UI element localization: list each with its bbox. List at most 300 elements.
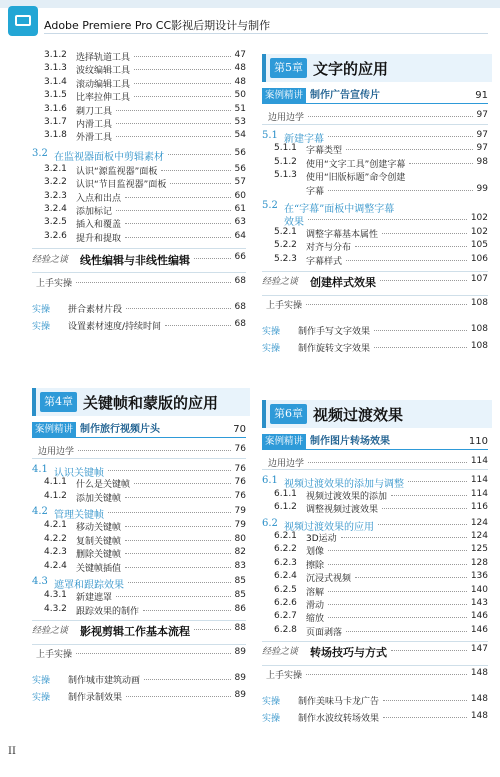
entry-number: 3.1.3 bbox=[44, 63, 67, 74]
entry-page: 48 bbox=[234, 63, 246, 74]
entry-page: 76 bbox=[234, 444, 246, 454]
entry-title: 上手实操 bbox=[36, 650, 73, 661]
entry-title: 擦除 bbox=[306, 560, 325, 571]
entry-title: 制作手写文字效果 bbox=[298, 326, 371, 337]
case-study-page: 70 bbox=[233, 424, 246, 435]
entry-page: 102 bbox=[470, 213, 488, 224]
dot-leader bbox=[328, 136, 473, 137]
toc-practice-item[interactable] bbox=[262, 694, 488, 708]
entry-page: 97 bbox=[476, 129, 488, 140]
practice-label: 实操 bbox=[262, 697, 281, 708]
toc-entry[interactable] bbox=[262, 489, 488, 503]
experience-label: 经验之谈 bbox=[262, 276, 299, 287]
dot-leader bbox=[308, 116, 473, 117]
entry-page: 83 bbox=[234, 560, 246, 571]
entry-page: 148 bbox=[470, 694, 488, 705]
toc-entry[interactable] bbox=[32, 130, 246, 144]
toc-entry[interactable] bbox=[262, 668, 488, 682]
entry-title: 影视剪辑工作基本流程 bbox=[80, 625, 190, 639]
entry-page: 89 bbox=[234, 647, 246, 658]
toc-practice-item[interactable] bbox=[32, 673, 246, 687]
entry-number: 3.2.6 bbox=[44, 230, 67, 241]
entry-title: 转场技巧与方式 bbox=[310, 646, 387, 660]
entry-page: 61 bbox=[234, 204, 246, 214]
chapter-header bbox=[262, 54, 492, 82]
dot-leader bbox=[328, 617, 467, 618]
case-study-title: 制作旅行视频片头 bbox=[80, 424, 161, 435]
toc-section[interactable] bbox=[262, 200, 488, 214]
entry-title: 比率拉伸工具 bbox=[76, 93, 131, 104]
entry-page: 108 bbox=[470, 323, 488, 334]
entry-page: 143 bbox=[470, 598, 488, 608]
toc-entry[interactable] bbox=[262, 110, 488, 124]
case-study-row[interactable] bbox=[32, 422, 246, 438]
dot-leader bbox=[308, 462, 467, 463]
dot-leader bbox=[328, 190, 473, 191]
toc-entry[interactable] bbox=[32, 590, 246, 604]
entry-page: 106 bbox=[470, 254, 488, 264]
experience-label: 经验之谈 bbox=[262, 647, 299, 658]
toc-entry[interactable] bbox=[32, 547, 246, 561]
chapter-number-tag: 第5章 bbox=[270, 58, 307, 78]
entry-page: 66 bbox=[234, 252, 246, 263]
entry-page: 50 bbox=[234, 90, 246, 101]
toc-entry[interactable] bbox=[262, 544, 488, 558]
entry-page: 88 bbox=[234, 623, 246, 634]
toc-entry[interactable] bbox=[262, 585, 488, 599]
dot-leader bbox=[134, 83, 231, 84]
case-study-underline bbox=[262, 449, 488, 450]
entry-page: 86 bbox=[234, 603, 246, 614]
dot-leader bbox=[108, 470, 231, 471]
entry-number: 3.1.6 bbox=[44, 103, 67, 114]
entry-title: 入点和出点 bbox=[76, 193, 122, 204]
dot-leader bbox=[170, 183, 230, 184]
toc-column-left bbox=[32, 36, 246, 741]
entry-number: 5.2 bbox=[262, 199, 278, 211]
entry-title: 上手实操 bbox=[36, 279, 73, 290]
entry-page: 148 bbox=[470, 711, 488, 722]
dot-leader bbox=[308, 219, 467, 220]
toc-entry[interactable] bbox=[32, 77, 246, 91]
entry-number: 6.2.4 bbox=[274, 571, 297, 582]
dot-leader bbox=[116, 210, 231, 211]
entry-page: 82 bbox=[234, 547, 246, 558]
entry-number: 6.2.2 bbox=[274, 544, 297, 555]
entry-number: 6.2.3 bbox=[274, 557, 297, 568]
entry-title: 上手实操 bbox=[266, 671, 303, 682]
entry-number: 4.2 bbox=[32, 506, 48, 518]
toc-practice-item[interactable] bbox=[32, 690, 246, 704]
entry-number: 3.2.4 bbox=[44, 204, 67, 214]
entry-title: 沉浸式视频 bbox=[306, 574, 352, 585]
dot-leader bbox=[125, 497, 231, 498]
entry-number: 6.2.8 bbox=[274, 624, 297, 635]
entry-title: 认识关键帧 bbox=[54, 467, 104, 479]
dot-leader bbox=[382, 508, 467, 509]
dot-leader bbox=[116, 123, 231, 124]
divider bbox=[262, 124, 488, 125]
dot-leader bbox=[328, 564, 467, 565]
dot-leader bbox=[355, 246, 467, 247]
entry-page: 85 bbox=[234, 590, 246, 600]
toc-entry[interactable] bbox=[32, 444, 246, 458]
entry-number: 3.1.4 bbox=[44, 76, 67, 87]
toc-section[interactable] bbox=[262, 518, 488, 532]
entry-number: 6.2 bbox=[262, 517, 278, 529]
toc-entry[interactable] bbox=[32, 50, 246, 64]
entry-title: 设置素材速度/持续时间 bbox=[68, 322, 162, 333]
entry-title: 滑动 bbox=[306, 601, 325, 611]
entry-page: 89 bbox=[234, 690, 246, 701]
entry-page: 146 bbox=[470, 624, 488, 635]
case-study-row[interactable] bbox=[262, 434, 488, 450]
entry-page: 48 bbox=[234, 76, 246, 87]
entry-number: 6.1.1 bbox=[274, 488, 297, 499]
entry-number: 3.1.7 bbox=[44, 117, 67, 127]
entry-page: 68 bbox=[234, 319, 246, 330]
practice-label: 实操 bbox=[32, 322, 51, 333]
dot-leader bbox=[346, 631, 467, 632]
entry-page: 147 bbox=[470, 644, 488, 655]
case-study-underline bbox=[262, 103, 488, 104]
entry-title: 选择轨道工具 bbox=[76, 53, 131, 63]
entry-title: 新建遮罩 bbox=[76, 593, 113, 603]
toc-entry[interactable] bbox=[262, 502, 488, 516]
entry-number: 4.1.2 bbox=[44, 490, 67, 501]
toc-experience[interactable] bbox=[32, 623, 246, 637]
chapter-number-tag: 第4章 bbox=[40, 392, 77, 412]
case-study-row[interactable] bbox=[262, 88, 488, 104]
chapter-header bbox=[262, 400, 492, 428]
case-study-title: 制作广告宣传片 bbox=[310, 90, 381, 101]
divider bbox=[32, 458, 246, 459]
dot-leader bbox=[125, 553, 231, 554]
entry-title: 对齐与分布 bbox=[306, 243, 352, 254]
dot-leader bbox=[125, 526, 231, 527]
divider bbox=[32, 620, 246, 621]
toc-entry[interactable] bbox=[32, 191, 246, 205]
entry-page: 76 bbox=[234, 490, 246, 501]
entry-title: 线性编辑与非线性编辑 bbox=[80, 254, 190, 268]
entry-title: 拼合素材片段 bbox=[68, 305, 123, 316]
entry-page: 53 bbox=[234, 117, 246, 127]
dot-leader bbox=[125, 197, 231, 198]
entry-page: 76 bbox=[234, 463, 246, 474]
entry-title: 溶解 bbox=[306, 587, 325, 598]
entry-number: 4.3.1 bbox=[44, 590, 67, 600]
dot-leader bbox=[346, 260, 467, 261]
toc-practice-item[interactable] bbox=[262, 711, 488, 725]
entry-title: 缩放 bbox=[306, 614, 325, 625]
toc-practice-item[interactable] bbox=[262, 341, 488, 355]
toc-entry[interactable] bbox=[32, 534, 246, 548]
entry-number: 5.2.3 bbox=[274, 254, 297, 264]
dot-leader bbox=[382, 233, 467, 234]
book-title: Adobe Premiere Pro CC影视后期设计与制作 bbox=[44, 19, 271, 32]
entry-number: 6.2.6 bbox=[274, 598, 297, 608]
entry-title: 在监视器面板中剪辑素材 bbox=[54, 151, 164, 163]
entry-title: 制作城市建筑动画 bbox=[68, 676, 141, 687]
entry-title: 效果 bbox=[284, 217, 304, 229]
entry-title: 内滑工具 bbox=[76, 120, 113, 130]
experience-label: 经验之谈 bbox=[32, 626, 69, 637]
entry-number: 5.1.2 bbox=[274, 156, 297, 167]
entry-number: 3.2.3 bbox=[44, 190, 67, 201]
entry-number: 4.1 bbox=[32, 463, 48, 475]
toc-entry[interactable] bbox=[262, 227, 488, 241]
dot-leader bbox=[383, 700, 467, 701]
entry-number: 6.2.5 bbox=[274, 584, 297, 595]
entry-title: 制作水波纹转场效果 bbox=[298, 714, 380, 725]
entry-title: 提升和提取 bbox=[76, 233, 122, 244]
toc-entry[interactable] bbox=[262, 143, 488, 157]
divider bbox=[32, 248, 246, 249]
toc-entry[interactable] bbox=[32, 90, 246, 104]
entry-page: 63 bbox=[234, 217, 246, 228]
toc-section[interactable] bbox=[262, 130, 488, 144]
dot-leader bbox=[194, 258, 231, 259]
dot-leader bbox=[194, 629, 231, 630]
toc-entry[interactable] bbox=[32, 177, 246, 191]
entry-number: 3.2.5 bbox=[44, 217, 67, 228]
toc-entry[interactable] bbox=[262, 611, 488, 625]
case-study-page: 110 bbox=[468, 436, 488, 447]
dot-leader bbox=[409, 163, 472, 164]
entry-page: 76 bbox=[234, 477, 246, 488]
entry-number: 5.1 bbox=[262, 129, 278, 141]
entry-title: 在“字幕”面板中调整字幕 bbox=[284, 203, 395, 215]
toc-experience[interactable] bbox=[32, 252, 246, 266]
toc-section[interactable] bbox=[32, 464, 246, 478]
entry-number: 3.1.2 bbox=[44, 50, 67, 60]
entry-number: 3.1.8 bbox=[44, 130, 67, 141]
dot-leader bbox=[76, 282, 231, 283]
toc-entry[interactable] bbox=[32, 604, 246, 618]
entry-page: 97 bbox=[476, 110, 488, 120]
toc-entry[interactable] bbox=[32, 231, 246, 245]
toc-practice-item[interactable] bbox=[32, 302, 246, 316]
toc-entry[interactable] bbox=[262, 571, 488, 585]
entry-page: 116 bbox=[470, 502, 488, 513]
entry-page: 105 bbox=[470, 240, 488, 251]
entry-title: 边用边学 bbox=[268, 459, 305, 469]
toc-entry[interactable] bbox=[262, 298, 488, 312]
entry-title: 上手实操 bbox=[266, 300, 303, 311]
toc-experience[interactable] bbox=[262, 644, 488, 658]
entry-title: 移动关键帧 bbox=[76, 523, 122, 533]
dot-leader bbox=[355, 577, 467, 578]
entry-number: 3.2.2 bbox=[44, 177, 67, 188]
case-study-tag: 案例精讲 bbox=[262, 434, 306, 449]
entry-title: 边用边学 bbox=[268, 113, 305, 123]
toc-entry[interactable] bbox=[32, 164, 246, 178]
toc-experience[interactable] bbox=[262, 274, 488, 288]
entry-page: 148 bbox=[470, 668, 488, 679]
entry-title: 认识“源监视器”面板 bbox=[76, 166, 158, 177]
entry-title: 复制关键帧 bbox=[76, 536, 122, 547]
entry-number: 5.1.1 bbox=[274, 143, 297, 154]
dot-leader bbox=[126, 696, 231, 697]
dot-leader bbox=[134, 96, 231, 97]
toc-practice-item[interactable] bbox=[262, 324, 488, 338]
dot-leader bbox=[391, 495, 467, 496]
entry-page: 102 bbox=[470, 226, 488, 237]
entry-title: 字幕样式 bbox=[306, 257, 343, 267]
dot-leader bbox=[134, 69, 231, 70]
toc-entry[interactable] bbox=[262, 240, 488, 254]
divider bbox=[262, 271, 488, 272]
case-study-tag: 案例精讲 bbox=[32, 422, 76, 437]
chapter-number-tag: 第6章 bbox=[270, 404, 307, 424]
dot-leader bbox=[341, 537, 467, 538]
practice-label: 实操 bbox=[32, 676, 51, 687]
entry-number: 4.2.2 bbox=[44, 533, 67, 544]
entry-page: 124 bbox=[470, 517, 488, 528]
entry-page: 124 bbox=[470, 531, 488, 541]
toc-entry[interactable] bbox=[32, 491, 246, 505]
chapter-title: 视频过渡效果 bbox=[313, 406, 404, 424]
divider bbox=[262, 469, 488, 470]
entry-page: 125 bbox=[470, 544, 488, 555]
entry-number: 4.2.3 bbox=[44, 547, 67, 558]
entry-number: 4.1.1 bbox=[44, 477, 67, 488]
toc-practice-item[interactable] bbox=[32, 319, 246, 333]
toc-entry[interactable] bbox=[262, 456, 488, 470]
entry-number: 3.2.1 bbox=[44, 163, 67, 174]
dot-leader bbox=[161, 170, 230, 171]
case-study-page: 91 bbox=[475, 90, 488, 101]
toc-section[interactable] bbox=[32, 576, 246, 590]
entry-page: 80 bbox=[234, 533, 246, 544]
dot-leader bbox=[168, 154, 231, 155]
toc-entry[interactable] bbox=[32, 204, 246, 218]
toc-section[interactable] bbox=[32, 506, 246, 520]
entry-number: 6.1.2 bbox=[274, 502, 297, 513]
entry-title: 关键帧插值 bbox=[76, 563, 122, 574]
toc-entry[interactable] bbox=[32, 561, 246, 575]
entry-number: 5.1.3 bbox=[274, 170, 297, 181]
entry-title: 添加关键帧 bbox=[76, 493, 122, 504]
book-logo-icon bbox=[8, 6, 38, 36]
dot-leader bbox=[76, 653, 231, 654]
divider bbox=[262, 641, 488, 642]
entry-title: 遮罩和跟踪效果 bbox=[54, 580, 124, 592]
entry-title: 视频过渡效果的应用 bbox=[284, 521, 374, 533]
case-study-title: 制作图片转场效果 bbox=[310, 436, 391, 447]
entry-title: 新建字幕 bbox=[284, 133, 324, 145]
entry-page: 108 bbox=[470, 297, 488, 308]
toc-entry[interactable] bbox=[262, 184, 488, 198]
toc-entry[interactable] bbox=[32, 217, 246, 231]
dot-leader bbox=[383, 717, 467, 718]
dot-leader bbox=[328, 604, 467, 605]
entry-page: 56 bbox=[234, 163, 246, 174]
toc-section[interactable] bbox=[262, 213, 488, 227]
dot-leader bbox=[306, 304, 467, 305]
dot-leader bbox=[328, 591, 467, 592]
entry-page: 114 bbox=[470, 475, 488, 486]
toc-entry[interactable] bbox=[32, 520, 246, 534]
entry-page: 47 bbox=[234, 50, 246, 60]
entry-number: 6.2.1 bbox=[274, 531, 297, 541]
dot-leader bbox=[116, 136, 231, 137]
entry-title: 删除关键帧 bbox=[76, 550, 122, 561]
toc-entry[interactable] bbox=[32, 63, 246, 77]
toc-entry[interactable] bbox=[32, 647, 246, 661]
practice-label: 实操 bbox=[32, 693, 51, 704]
dot-leader bbox=[116, 110, 231, 111]
entry-title: 滚动编辑工具 bbox=[76, 79, 131, 90]
dot-leader bbox=[143, 610, 231, 611]
entry-page: 108 bbox=[470, 340, 488, 351]
dot-leader bbox=[346, 149, 473, 150]
dot-leader bbox=[408, 481, 467, 482]
toc-entry[interactable] bbox=[262, 598, 488, 612]
entry-title: 外滑工具 bbox=[76, 133, 113, 144]
toc-column-right bbox=[262, 36, 488, 741]
chapter-title: 关键帧和蒙版的应用 bbox=[83, 394, 219, 412]
practice-label: 实操 bbox=[32, 305, 51, 316]
toc-entry[interactable] bbox=[262, 170, 488, 184]
entry-title: 划像 bbox=[306, 547, 325, 558]
toc-entry[interactable] bbox=[262, 558, 488, 572]
entry-page: 57 bbox=[234, 177, 246, 188]
dot-leader bbox=[125, 237, 231, 238]
entry-title: 视频过渡效果的添加与调整 bbox=[284, 479, 404, 491]
toc-entry[interactable] bbox=[32, 477, 246, 491]
entry-page: 68 bbox=[234, 302, 246, 313]
entry-page: 89 bbox=[234, 673, 246, 684]
entry-number: 4.2.1 bbox=[44, 520, 67, 530]
entry-title: 使用“文字工具”创建字幕 bbox=[306, 159, 406, 170]
toc-entry[interactable] bbox=[32, 276, 246, 290]
dot-leader bbox=[134, 56, 231, 57]
toc-entry[interactable] bbox=[262, 531, 488, 545]
entry-page: 146 bbox=[470, 611, 488, 622]
dot-leader bbox=[116, 596, 231, 597]
entry-number: 5.2.1 bbox=[274, 226, 297, 237]
toc-section[interactable] bbox=[262, 475, 488, 489]
entry-title: 调整字幕基本属性 bbox=[306, 229, 379, 240]
page-header bbox=[0, 0, 500, 36]
dot-leader bbox=[125, 223, 231, 224]
entry-title: 认识“节目监视器”面板 bbox=[76, 180, 167, 191]
toc-entry[interactable] bbox=[32, 117, 246, 131]
toc-entry[interactable] bbox=[262, 625, 488, 639]
entry-page: 107 bbox=[470, 273, 488, 284]
case-study-underline bbox=[32, 437, 246, 438]
entry-page: 79 bbox=[234, 520, 246, 530]
toc-section[interactable] bbox=[32, 148, 246, 162]
dot-leader bbox=[128, 582, 231, 583]
dot-leader bbox=[328, 550, 467, 551]
practice-label: 实操 bbox=[262, 714, 281, 725]
toc-entry[interactable] bbox=[262, 254, 488, 268]
entry-page: 54 bbox=[234, 130, 246, 141]
dot-leader bbox=[126, 308, 231, 309]
toc-entry[interactable] bbox=[32, 104, 246, 118]
header-band bbox=[0, 0, 500, 8]
entry-title: 什么是关键帧 bbox=[76, 480, 131, 491]
entry-title: 制作旋转文字效果 bbox=[298, 343, 371, 354]
chapter-title: 文字的应用 bbox=[313, 60, 389, 78]
divider bbox=[262, 295, 488, 296]
practice-label: 实操 bbox=[262, 343, 281, 354]
page-number: II bbox=[8, 746, 16, 757]
toc-entry[interactable] bbox=[262, 157, 488, 171]
entry-page: 128 bbox=[470, 557, 488, 568]
